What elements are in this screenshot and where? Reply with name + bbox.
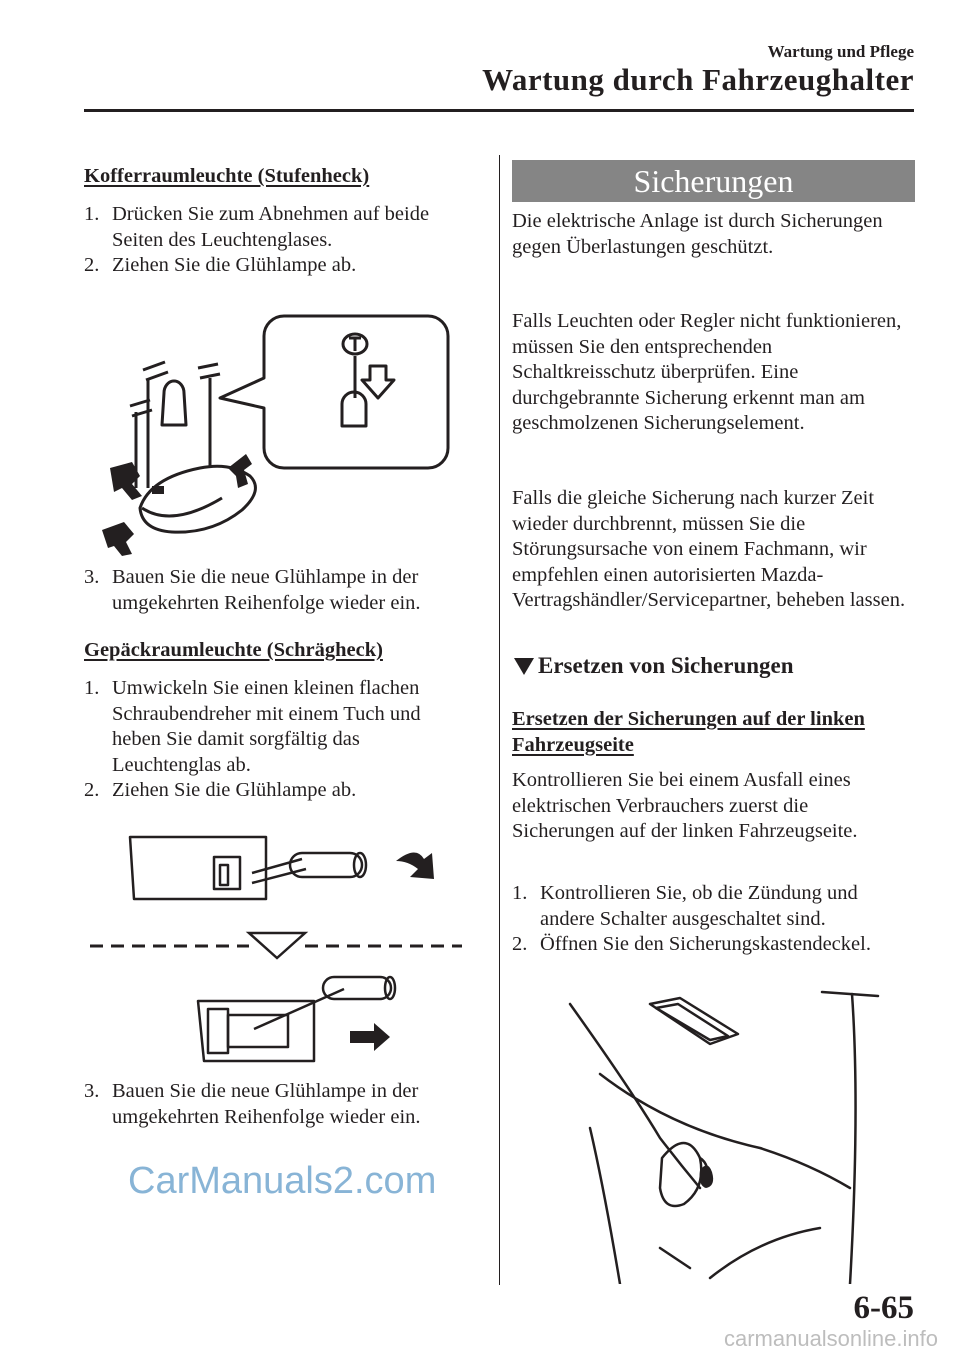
list-item: 3. Bauen Sie die neue Glühlampe in der umgekehrten Reihenfolge wieder ein. <box>84 566 421 614</box>
luggage-lamp-illustration <box>84 825 464 1070</box>
intro-paragraph-3: Falls die gleiche Sicherung nach kurzer Zeit wieder durchbrennt, müssen Sie die Störungsursache von einem Fachmann, wir empfehlen einen autorisierten Mazda-Vertragshändler/Servicepartner, beheben lassen. <box>512 487 906 611</box>
fuse-cover-illustration <box>560 988 890 1284</box>
list-item: 2. Öffnen Sie den Sicherungskastendeckel. <box>512 933 871 955</box>
intro-paragraph-2: Falls Leuchten oder Regler nicht funktionieren, müssen Sie den entsprechenden Schaltkreisschutz überprüfen. Eine durchgebrannte Sicherung erkennt man am geschmolzenen Sicherungselement. <box>512 310 902 434</box>
list-item: 2. Ziehen Sie die Glühlampe ab. <box>84 254 357 276</box>
page-number: 6-65 <box>853 1290 914 1326</box>
intro-paragraph-1: Die elektrische Anlage ist durch Sicherungen gegen Überlastungen geschützt. <box>512 210 883 258</box>
header-rule <box>84 109 914 112</box>
list-item: 2. Ziehen Sie die Glühlampe ab. <box>84 779 357 801</box>
watermark: CarManuals2.com <box>128 1160 437 1202</box>
linke-seite-heading: Ersetzen der Sicherungen auf der linken Fahrzeugseite <box>512 708 865 756</box>
trunk-lamp-illustration <box>100 308 460 558</box>
list-item: 1. Kontrollieren Sie, ob die Zündung und andere Schalter ausgeschaltet sind. <box>512 882 858 930</box>
kofferraum-step3 <box>84 565 474 616</box>
ersetzen-heading: Ersetzen von Sicherungen <box>514 653 794 679</box>
sicherung-steps <box>512 881 915 958</box>
list-item: 1. Umwickeln Sie einen kleinen flachen Schraubendreher mit einem Tuch und heben Sie damit sorgfältig das Leuchtenglas ab. <box>84 677 421 776</box>
footer-site-link[interactable]: carmanualsonline.info <box>723 1326 938 1351</box>
gepaeck-step3 <box>84 1079 474 1130</box>
list-item: 3. Bauen Sie die neue Glühlampe in der umgekehrten Reihenfolge wieder ein. <box>84 1080 421 1128</box>
running-header-section: Wartung und Pflege <box>767 42 914 61</box>
kofferraum-heading: Kofferraumleuchte (Stufenheck) <box>84 165 370 187</box>
linke-seite-paragraph: Kontrollieren Sie bei einem Ausfall eines elektrischen Verbrauchers zuerst die Sicherungen auf der linken Fahrzeugseite. <box>512 769 858 842</box>
running-header-chapter: Wartung durch Fahrzeughalter <box>482 62 914 97</box>
section-title-bar: Sicherungen <box>512 160 915 202</box>
triangle-bullet-icon <box>514 658 534 675</box>
gepaeck-steps <box>84 676 474 804</box>
list-item: 1. Drücken Sie zum Abnehmen auf beide Seiten des Leuchtenglases. <box>84 203 430 251</box>
gepaeck-heading: Gepäckraumleuchte (Schrägheck) <box>84 639 383 661</box>
column-divider <box>499 155 500 1285</box>
kofferraum-steps <box>84 202 474 279</box>
